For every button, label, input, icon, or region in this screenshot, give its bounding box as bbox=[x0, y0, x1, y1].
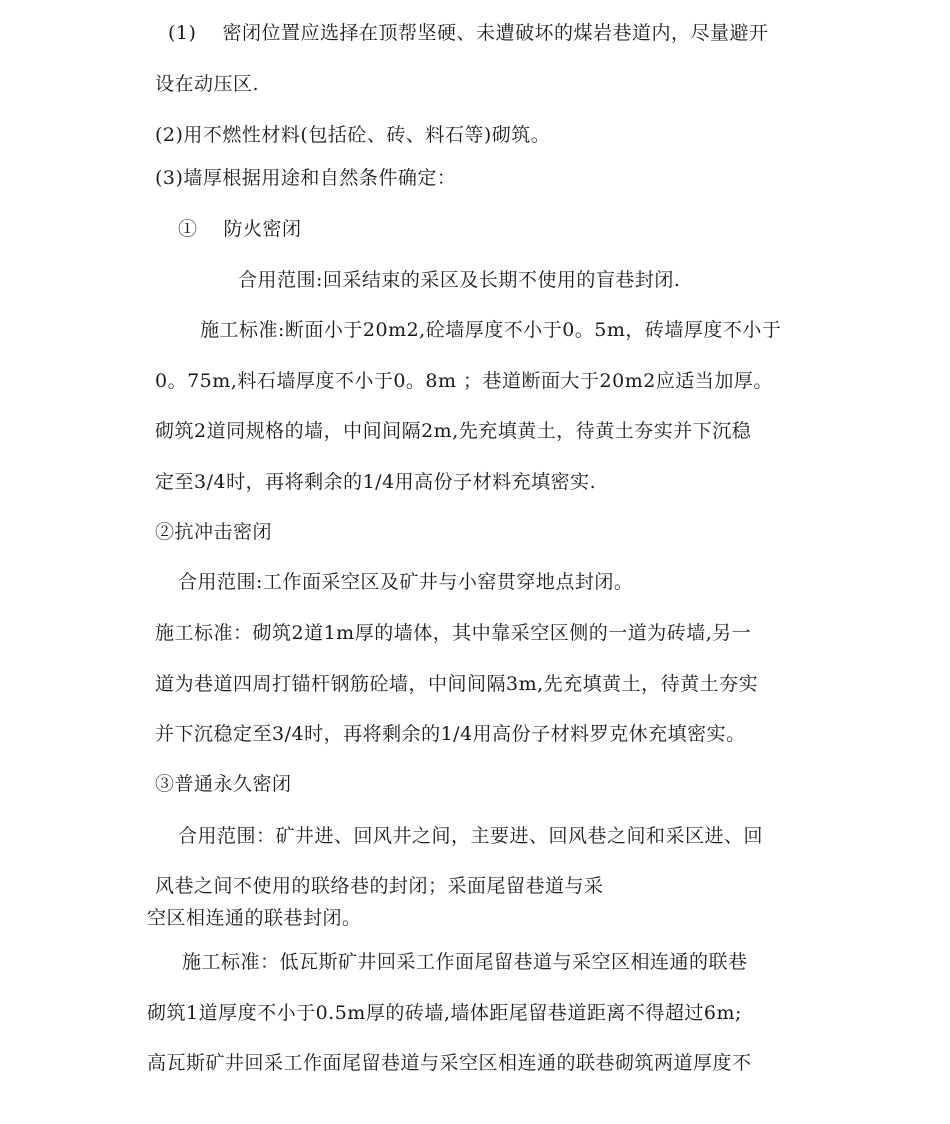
section-3-standard-line-1: 施工标准：低瓦斯矿井回采工作面尾留巷道与采空区相连通的联巷 bbox=[182, 951, 748, 973]
section-3-standard-line-2: 砌筑1道厚度不小于0.5m厚的砖墙,墙体距尾留巷道距离不得超过6m; bbox=[147, 1002, 742, 1024]
section-3-heading: ③普通永久密闭 bbox=[155, 773, 292, 795]
section-3-scope-line-3: 空区相连通的联巷封闭。 bbox=[147, 907, 362, 929]
section-1-heading: ① 防火密闭 bbox=[178, 218, 302, 240]
section-3-scope-line-2: 风巷之间不使用的联络巷的封闭；采面尾留巷道与采 bbox=[155, 875, 604, 897]
section-2-standard-line-3: 并下沉稳定至3/4时，再将剩余的1/4用高份子材料罗克休充填密实。 bbox=[155, 723, 746, 745]
section-1-scope: 合用范围:回采结束的采区及长期不使用的盲巷封闭. bbox=[238, 269, 681, 291]
paragraph-1-line-1: (1) 密闭位置应选择在顶帮坚硬、未遭破坏的煤岩巷道内，尽量避开 bbox=[168, 22, 769, 44]
section-3-scope-line-1: 合用范围：矿井进、回风井之间，主要进、回风巷之间和采区进、回 bbox=[178, 825, 764, 847]
section-2-standard-line-1: 施工标准：砌筑2道1m厚的墙体，其中靠采空区侧的一道为砖墙,另一 bbox=[155, 622, 752, 644]
section-3-standard-line-3: 高瓦斯矿井回采工作面尾留巷道与采空区相连通的联巷砌筑两道厚度不 bbox=[147, 1052, 752, 1074]
section-1-standard-line-3: 砌筑2道同规格的墙，中间间隔2m,先充填黄土，待黄土夯实并下沉稳 bbox=[155, 420, 752, 442]
section-2-heading: ②抗冲击密闭 bbox=[155, 521, 273, 543]
section-1-standard-line-1: 施工标准:断面小于20m2,砼墙厚度不小于0。5m，砖墙厚度不小于 bbox=[200, 319, 782, 341]
paragraph-3: (3)墙厚根据用途和自然条件确定： bbox=[155, 167, 457, 189]
section-1-standard-line-4: 定至3/4时，再将剩余的1/4用高份子材料充填密实. bbox=[155, 471, 597, 493]
paragraph-1-line-2: 设在动压区. bbox=[155, 73, 260, 95]
section-2-scope: 合用范围:工作面采空区及矿井与小窑贯穿地点封闭。 bbox=[178, 571, 634, 593]
section-2-standard-line-2: 道为巷道四周打锚杆钢筋砼墙，中间间隔3m,先充填黄土，待黄土夯实 bbox=[155, 673, 759, 695]
paragraph-2: (2)用不燃性材料(包括砼、砖、料石等)砌筑。 bbox=[155, 124, 551, 146]
section-1-standard-line-2: 0。75m,料石墙厚度不小于0。8m ；巷道断面大于20m2应适当加厚。 bbox=[155, 370, 773, 392]
